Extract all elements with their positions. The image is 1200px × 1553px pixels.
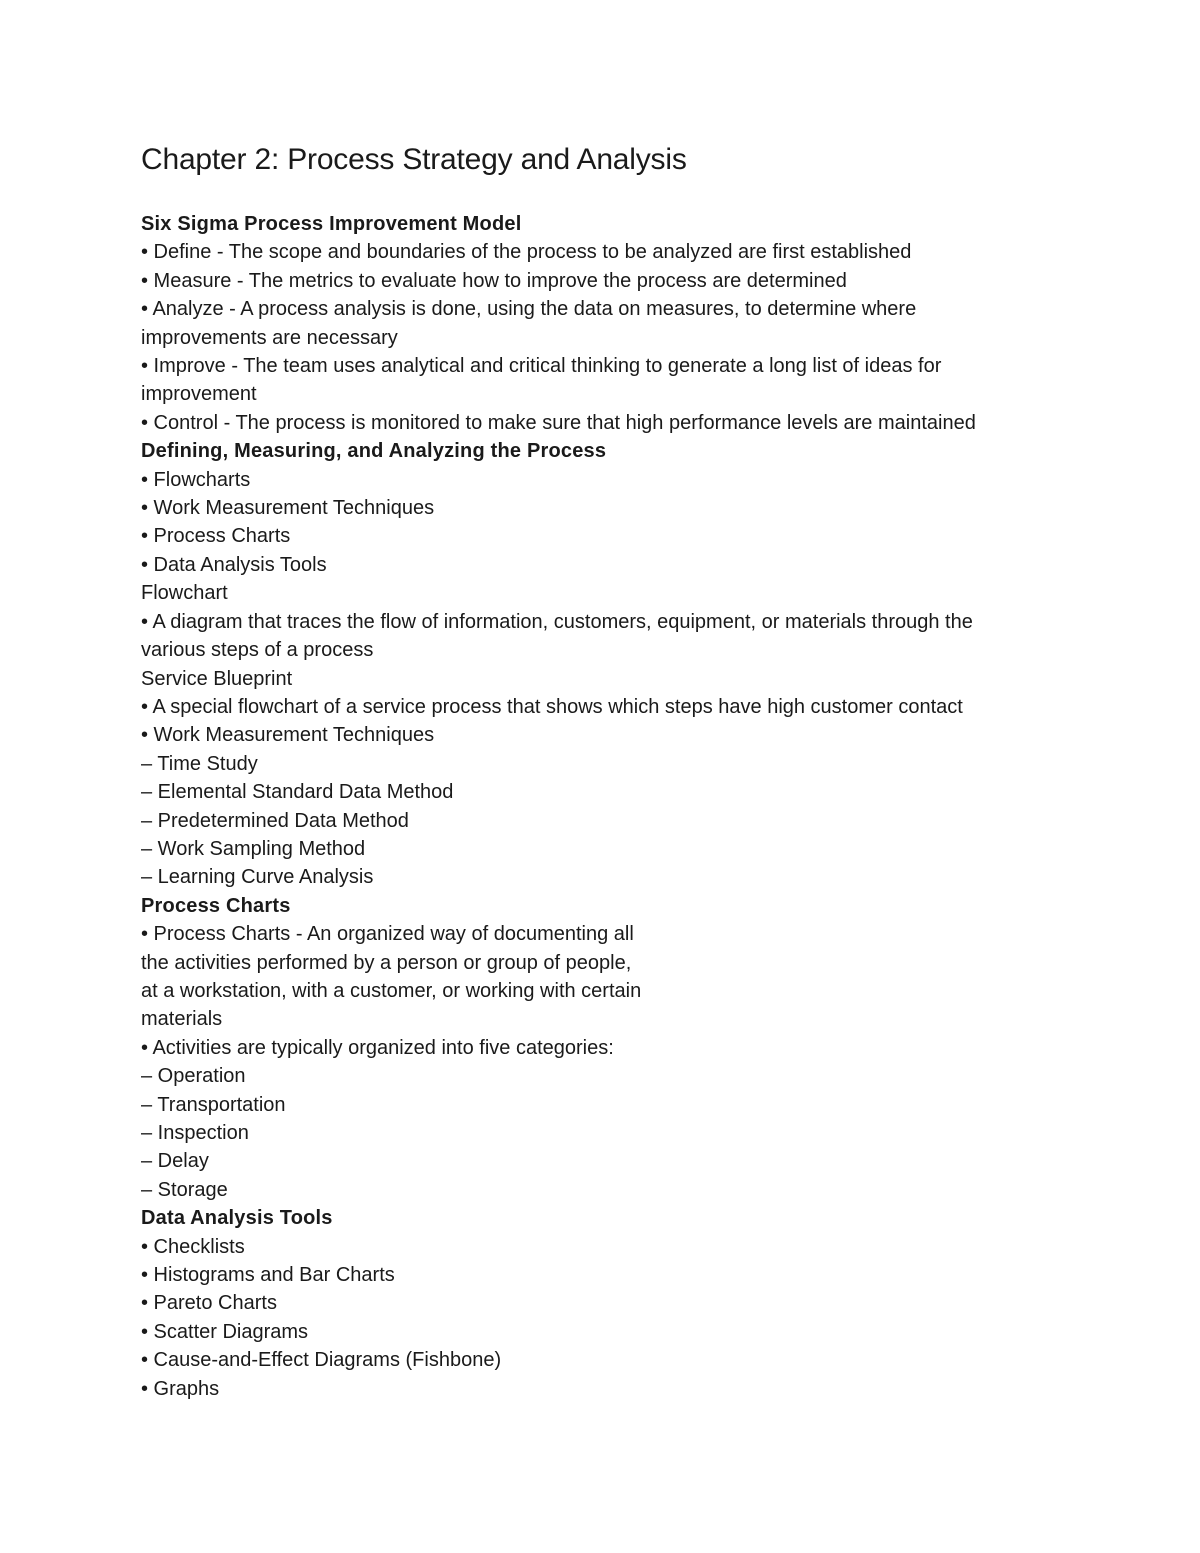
page-title: Chapter 2: Process Strategy and Analysis xyxy=(141,143,687,176)
text-line: improvements are necessary xyxy=(141,326,398,349)
section-heading: Process Charts xyxy=(141,894,291,917)
text-line: • Checklists xyxy=(141,1235,245,1258)
text-line: various steps of a process xyxy=(141,639,374,662)
text-line: • Improve - The team uses analytical and critical thinking to generate a long list of ideas for xyxy=(141,355,942,378)
text-line: • Data Analysis Tools xyxy=(141,553,327,576)
text-line: • Analyze - A process analysis is done, using the data on measures, to determine where xyxy=(141,298,917,321)
text-line: • Activities are typically organized into five categories: xyxy=(141,1036,614,1059)
section-heading: Defining, Measuring, and Analyzing the Process xyxy=(141,440,607,463)
text-line: • Work Measurement Techniques xyxy=(141,497,435,520)
text-line: • Define - The scope and boundaries of the process to be analyzed are first established xyxy=(141,241,912,264)
text-line: Flowchart xyxy=(141,582,228,605)
text-line: – Inspection xyxy=(141,1122,249,1144)
text-line: improvement xyxy=(141,383,257,406)
text-line: • Scatter Diagrams xyxy=(141,1320,309,1343)
text-line: • Process Charts - An organized way of documenting all xyxy=(141,923,634,946)
section-heading: Data Analysis Tools xyxy=(141,1207,333,1230)
text-line: • Work Measurement Techniques xyxy=(141,724,435,747)
text-line: • Process Charts xyxy=(141,525,291,548)
text-line: • Histograms and Bar Charts xyxy=(141,1264,395,1287)
text-line: • Graphs xyxy=(141,1377,220,1400)
text-line: – Elemental Standard Data Method xyxy=(141,781,454,804)
text-line: – Transportation xyxy=(141,1093,286,1116)
text-line: – Work Sampling Method xyxy=(141,837,366,860)
text-line: • Cause-and-Effect Diagrams (Fishbone) xyxy=(141,1349,502,1372)
text-line: • A diagram that traces the flow of information, customers, equipment, or materials through the xyxy=(141,610,973,633)
text-line: at a workstation, with a customer, or working with certain xyxy=(141,979,642,1002)
text-line: • Control - The process is monitored to make sure that high performance levels are maintained xyxy=(141,411,976,434)
text-line: – Storage xyxy=(141,1178,228,1201)
document-lines xyxy=(141,210,1101,1403)
text-line: • A special flowchart of a service process that shows which steps have high customer contact xyxy=(141,695,963,718)
text-line: • Flowcharts xyxy=(141,468,251,491)
text-line: – Learning Curve Analysis xyxy=(141,866,374,889)
text-line: • Pareto Charts xyxy=(141,1292,277,1315)
text-line: – Predetermined Data Method xyxy=(141,809,409,832)
text-line: • Measure - The metrics to evaluate how to improve the process are determined xyxy=(141,269,847,292)
text-line: the activities performed by a person or group of people, xyxy=(141,951,632,974)
text-line: – Delay xyxy=(141,1150,209,1173)
text-line: Service Blueprint xyxy=(141,667,293,690)
text-line: – Operation xyxy=(141,1065,246,1088)
text-line: materials xyxy=(141,1008,223,1031)
document-body xyxy=(141,140,1101,1403)
text-line: – Time Study xyxy=(141,752,258,775)
section-heading: Six Sigma Process Improvement Model xyxy=(141,213,522,235)
